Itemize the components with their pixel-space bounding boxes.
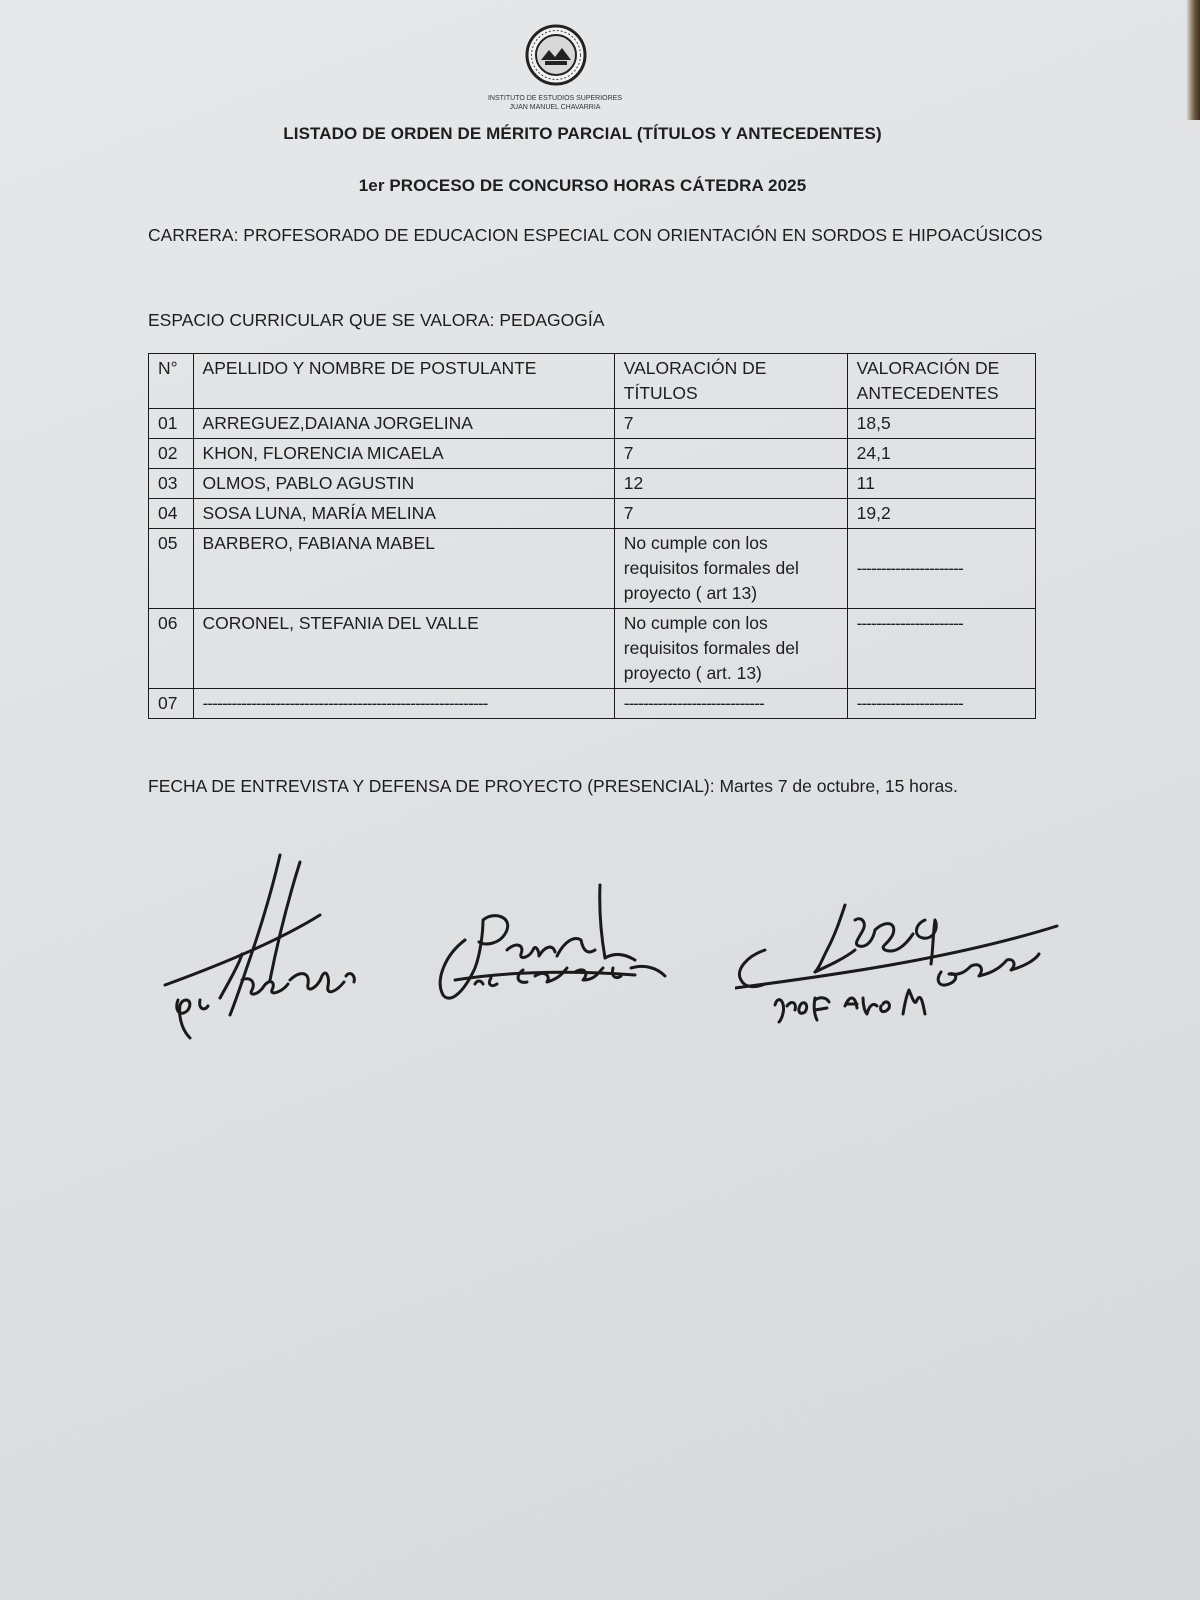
table-row	[149, 689, 1036, 719]
header-name: APELLIDO Y NOMBRE DE POSTULANTE	[193, 354, 614, 409]
row-antecedentes: 18,5	[847, 409, 1035, 439]
row-number: 04	[149, 499, 194, 529]
row-titulos: No cumple con los requisitos formales del proyecto ( art 13)	[614, 529, 847, 609]
row-titulos: -----------------------------	[614, 689, 847, 719]
header-antecedentes: VALORACIÓN DE ANTECEDENTES	[847, 354, 1035, 409]
document-title: LISTADO DE ORDEN DE MÉRITO PARCIAL (TÍTULOS Y ANTECEDENTES)	[283, 124, 882, 143]
institution-name	[470, 94, 640, 112]
institution-seal-icon	[525, 24, 587, 86]
institution-line2: JUAN MANUEL CHAVARRIA	[509, 104, 601, 111]
table-row	[149, 439, 1036, 469]
row-antecedentes: ----------------------	[847, 689, 1035, 719]
table-row	[149, 499, 1036, 529]
row-antecedentes: ----------------------	[847, 609, 1035, 689]
institution-line1: INSTITUTO DE ESTUDIOS SUPERIORES	[487, 95, 623, 102]
row-titulos: 7	[614, 439, 847, 469]
table-row	[149, 469, 1036, 499]
signature-1	[160, 850, 380, 1040]
row-antecedentes: 19,2	[847, 499, 1035, 529]
row-antecedentes: ----------------------	[847, 529, 1035, 609]
table-row	[149, 529, 1036, 609]
interview-date-text: FECHA DE ENTREVISTA Y DEFENSA DE PROYECTO (PRESENCIAL): Martes 7 de octubre, 15 horas.	[148, 776, 958, 796]
row-number: 07	[149, 689, 194, 719]
row-antecedentes: 11	[847, 469, 1035, 499]
page-edge-shadow	[1186, 0, 1200, 120]
row-name: ARREGUEZ,DAIANA JORGELINA	[193, 409, 614, 439]
espacio-curricular-text: ESPACIO CURRICULAR QUE SE VALORA: PEDAGOGÍA	[148, 310, 605, 330]
carrera-text: CARRERA: PROFESORADO DE EDUCACION ESPECIAL CON ORIENTACIÓN EN SORDOS E HIPOACÚSICOS	[148, 225, 1043, 245]
row-titulos: 7	[614, 499, 847, 529]
row-name: BARBERO, FABIANA MABEL	[193, 529, 614, 609]
row-name: -----------------------------------------------------------	[193, 689, 614, 719]
row-titulos: 12	[614, 469, 847, 499]
table-row	[149, 609, 1036, 689]
header-number: N°	[149, 354, 194, 409]
signature-2	[435, 880, 685, 1020]
row-antecedentes: 24,1	[847, 439, 1035, 469]
row-number: 02	[149, 439, 194, 469]
header-titulos: VALORACIÓN DE TÍTULOS	[614, 354, 847, 409]
table-row	[149, 409, 1036, 439]
row-number: 06	[149, 609, 194, 689]
table-header-row	[149, 354, 1036, 409]
merit-table	[148, 353, 1036, 719]
row-number: 01	[149, 409, 194, 439]
signature-3	[735, 880, 1065, 1040]
row-name: SOSA LUNA, MARÍA MELINA	[193, 499, 614, 529]
row-name: OLMOS, PABLO AGUSTIN	[193, 469, 614, 499]
document-subtitle: 1er PROCESO DE CONCURSO HORAS CÁTEDRA 2025	[358, 176, 807, 195]
row-number: 05	[149, 529, 194, 609]
row-titulos: 7	[614, 409, 847, 439]
row-number: 03	[149, 469, 194, 499]
row-name: CORONEL, STEFANIA DEL VALLE	[193, 609, 614, 689]
row-titulos: No cumple con los requisitos formales del proyecto ( art. 13)	[614, 609, 847, 689]
row-name: KHON, FLORENCIA MICAELA	[193, 439, 614, 469]
